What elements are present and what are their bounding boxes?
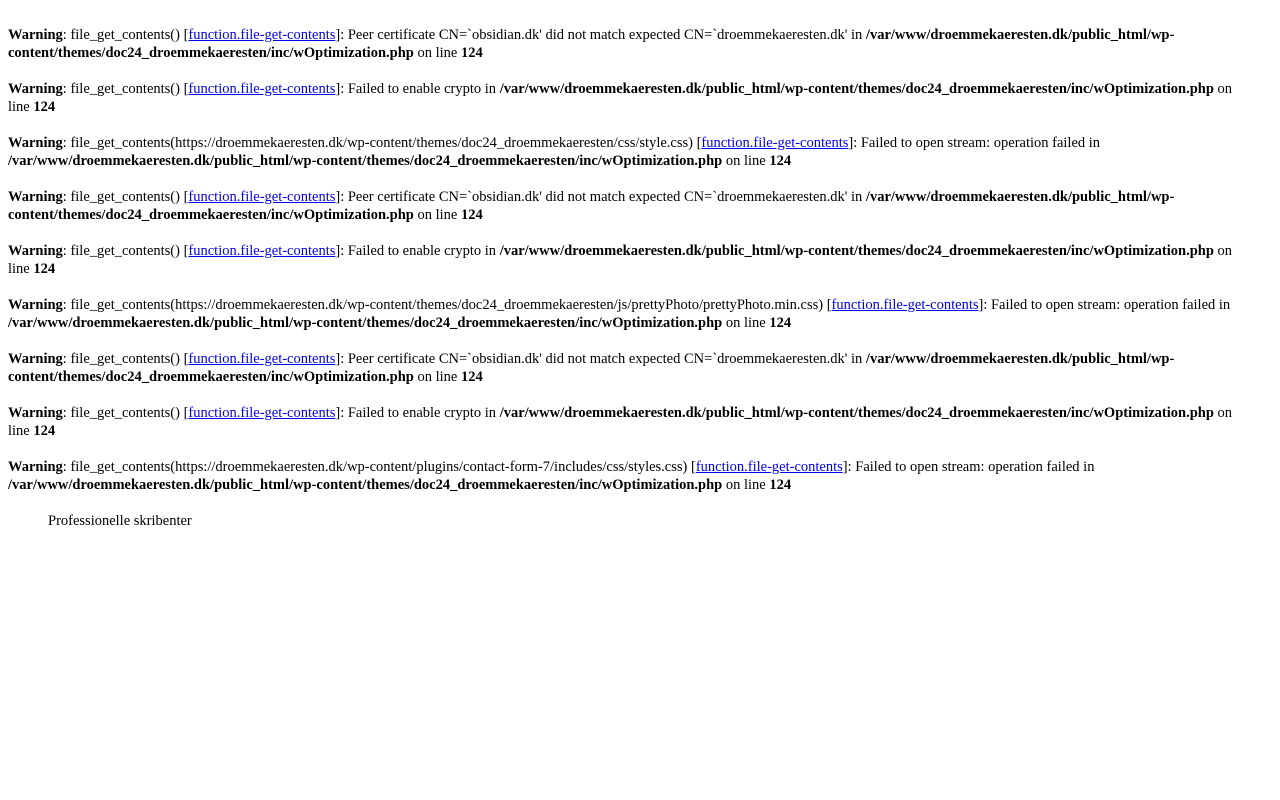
php-warning [8, 296, 1252, 332]
warning-prefix: : file_get_contents(https://droemmekaeresten.dk/wp-content/themes/doc24_droemmekaeresten/css/style.css) [ [62, 135, 702, 151]
warning-message: ]: Failed to enable crypto in [335, 243, 497, 259]
warning-message: ]: Peer certificate CN=`obsidian.dk' did not match expected CN=`droemmekaeresten.dk' in [335, 189, 863, 205]
line-number: 124 [769, 315, 792, 331]
warning-label: Warning [8, 351, 63, 367]
line-number: 124 [33, 261, 56, 277]
line-number: 124 [33, 99, 56, 115]
warning-label: Warning [8, 243, 63, 259]
file-path: /var/www/droemmekaeresten.dk/public_html/wp-content/themes/doc24_droemmekaeresten/inc/wOptimization.php [8, 27, 1175, 61]
function-doc-link[interactable]: function.file-get-contents [188, 243, 336, 259]
on-line-text: on line [8, 243, 1233, 277]
function-doc-link[interactable]: function.file-get-contents [188, 27, 336, 43]
function-doc-link[interactable]: function.file-get-contents [188, 351, 336, 367]
php-warning [8, 458, 1252, 494]
on-line-text: on line [725, 153, 766, 169]
warning-message: ]: Failed to enable crypto in [335, 81, 497, 97]
function-doc-link[interactable]: function.file-get-contents [188, 81, 336, 97]
warning-prefix: : file_get_contents() [ [62, 405, 189, 421]
file-path: /var/www/droemmekaeresten.dk/public_html/wp-content/themes/doc24_droemmekaeresten/inc/wOptimization.php [8, 477, 723, 493]
content-list [8, 512, 1252, 530]
php-warning [8, 242, 1252, 278]
function-doc-link[interactable]: function.file-get-contents [695, 459, 843, 475]
warning-prefix: : file_get_contents(https://droemmekaeresten.dk/wp-content/plugins/contact-form-7/includes/css/styles.css) [ [62, 459, 696, 475]
warning-label: Warning [8, 459, 63, 475]
warning-prefix: : file_get_contents() [ [62, 81, 189, 97]
line-number: 124 [769, 477, 792, 493]
file-path: /var/www/droemmekaeresten.dk/public_html/wp-content/themes/doc24_droemmekaeresten/inc/wOptimization.php [499, 405, 1214, 421]
warning-label: Warning [8, 405, 63, 421]
function-doc-link[interactable]: function.file-get-contents [188, 189, 336, 205]
line-number: 124 [33, 423, 56, 439]
file-path: /var/www/droemmekaeresten.dk/public_html/wp-content/themes/doc24_droemmekaeresten/inc/wOptimization.php [499, 243, 1214, 259]
list-item: Professionelle skribenter [48, 513, 192, 529]
php-warning [8, 188, 1252, 224]
file-path: /var/www/droemmekaeresten.dk/public_html/wp-content/themes/doc24_droemmekaeresten/inc/wOptimization.php [499, 81, 1214, 97]
line-number: 124 [460, 369, 483, 385]
warning-prefix: : file_get_contents() [ [62, 243, 189, 259]
warning-label: Warning [8, 135, 63, 151]
php-warning [8, 404, 1252, 440]
warning-message: ]: Failed to open stream: operation failed in [978, 297, 1231, 313]
warning-label: Warning [8, 297, 63, 313]
line-number: 124 [460, 45, 483, 61]
warning-prefix: : file_get_contents(https://droemmekaeresten.dk/wp-content/themes/doc24_droemmekaeresten/js/prettyPhoto/prettyPhoto.min.css) [ [62, 297, 832, 313]
warning-message: ]: Peer certificate CN=`obsidian.dk' did not match expected CN=`droemmekaeresten.dk' in [335, 351, 863, 367]
warnings-container [8, 26, 1252, 494]
line-number: 124 [769, 153, 792, 169]
warning-prefix: : file_get_contents() [ [62, 189, 189, 205]
file-path: /var/www/droemmekaeresten.dk/public_html/wp-content/themes/doc24_droemmekaeresten/inc/wOptimization.php [8, 315, 723, 331]
function-doc-link[interactable]: function.file-get-contents [701, 135, 849, 151]
warning-message: ]: Failed to open stream: operation failed in [848, 135, 1101, 151]
php-warning [8, 26, 1252, 62]
warning-prefix: : file_get_contents() [ [62, 27, 189, 43]
function-doc-link[interactable]: function.file-get-contents [188, 405, 336, 421]
warning-label: Warning [8, 27, 63, 43]
warning-message: ]: Peer certificate CN=`obsidian.dk' did not match expected CN=`droemmekaeresten.dk' in [335, 27, 863, 43]
on-line-text: on line [725, 477, 766, 493]
on-line-text: on line [417, 369, 458, 385]
on-line-text: on line [8, 81, 1233, 115]
line-number: 124 [460, 207, 483, 223]
on-line-text: on line [8, 405, 1233, 439]
php-warning [8, 134, 1252, 170]
on-line-text: on line [417, 207, 458, 223]
on-line-text: on line [725, 315, 766, 331]
warning-label: Warning [8, 189, 63, 205]
on-line-text: on line [417, 45, 458, 61]
php-warning [8, 350, 1252, 386]
function-doc-link[interactable]: function.file-get-contents [831, 297, 979, 313]
warning-message: ]: Failed to open stream: operation failed in [842, 459, 1095, 475]
file-path: /var/www/droemmekaeresten.dk/public_html/wp-content/themes/doc24_droemmekaeresten/inc/wOptimization.php [8, 351, 1175, 385]
warning-label: Warning [8, 81, 63, 97]
file-path: /var/www/droemmekaeresten.dk/public_html/wp-content/themes/doc24_droemmekaeresten/inc/wOptimization.php [8, 153, 723, 169]
file-path: /var/www/droemmekaeresten.dk/public_html/wp-content/themes/doc24_droemmekaeresten/inc/wOptimization.php [8, 189, 1175, 223]
warning-prefix: : file_get_contents() [ [62, 351, 189, 367]
php-warning [8, 80, 1252, 116]
warning-message: ]: Failed to enable crypto in [335, 405, 497, 421]
